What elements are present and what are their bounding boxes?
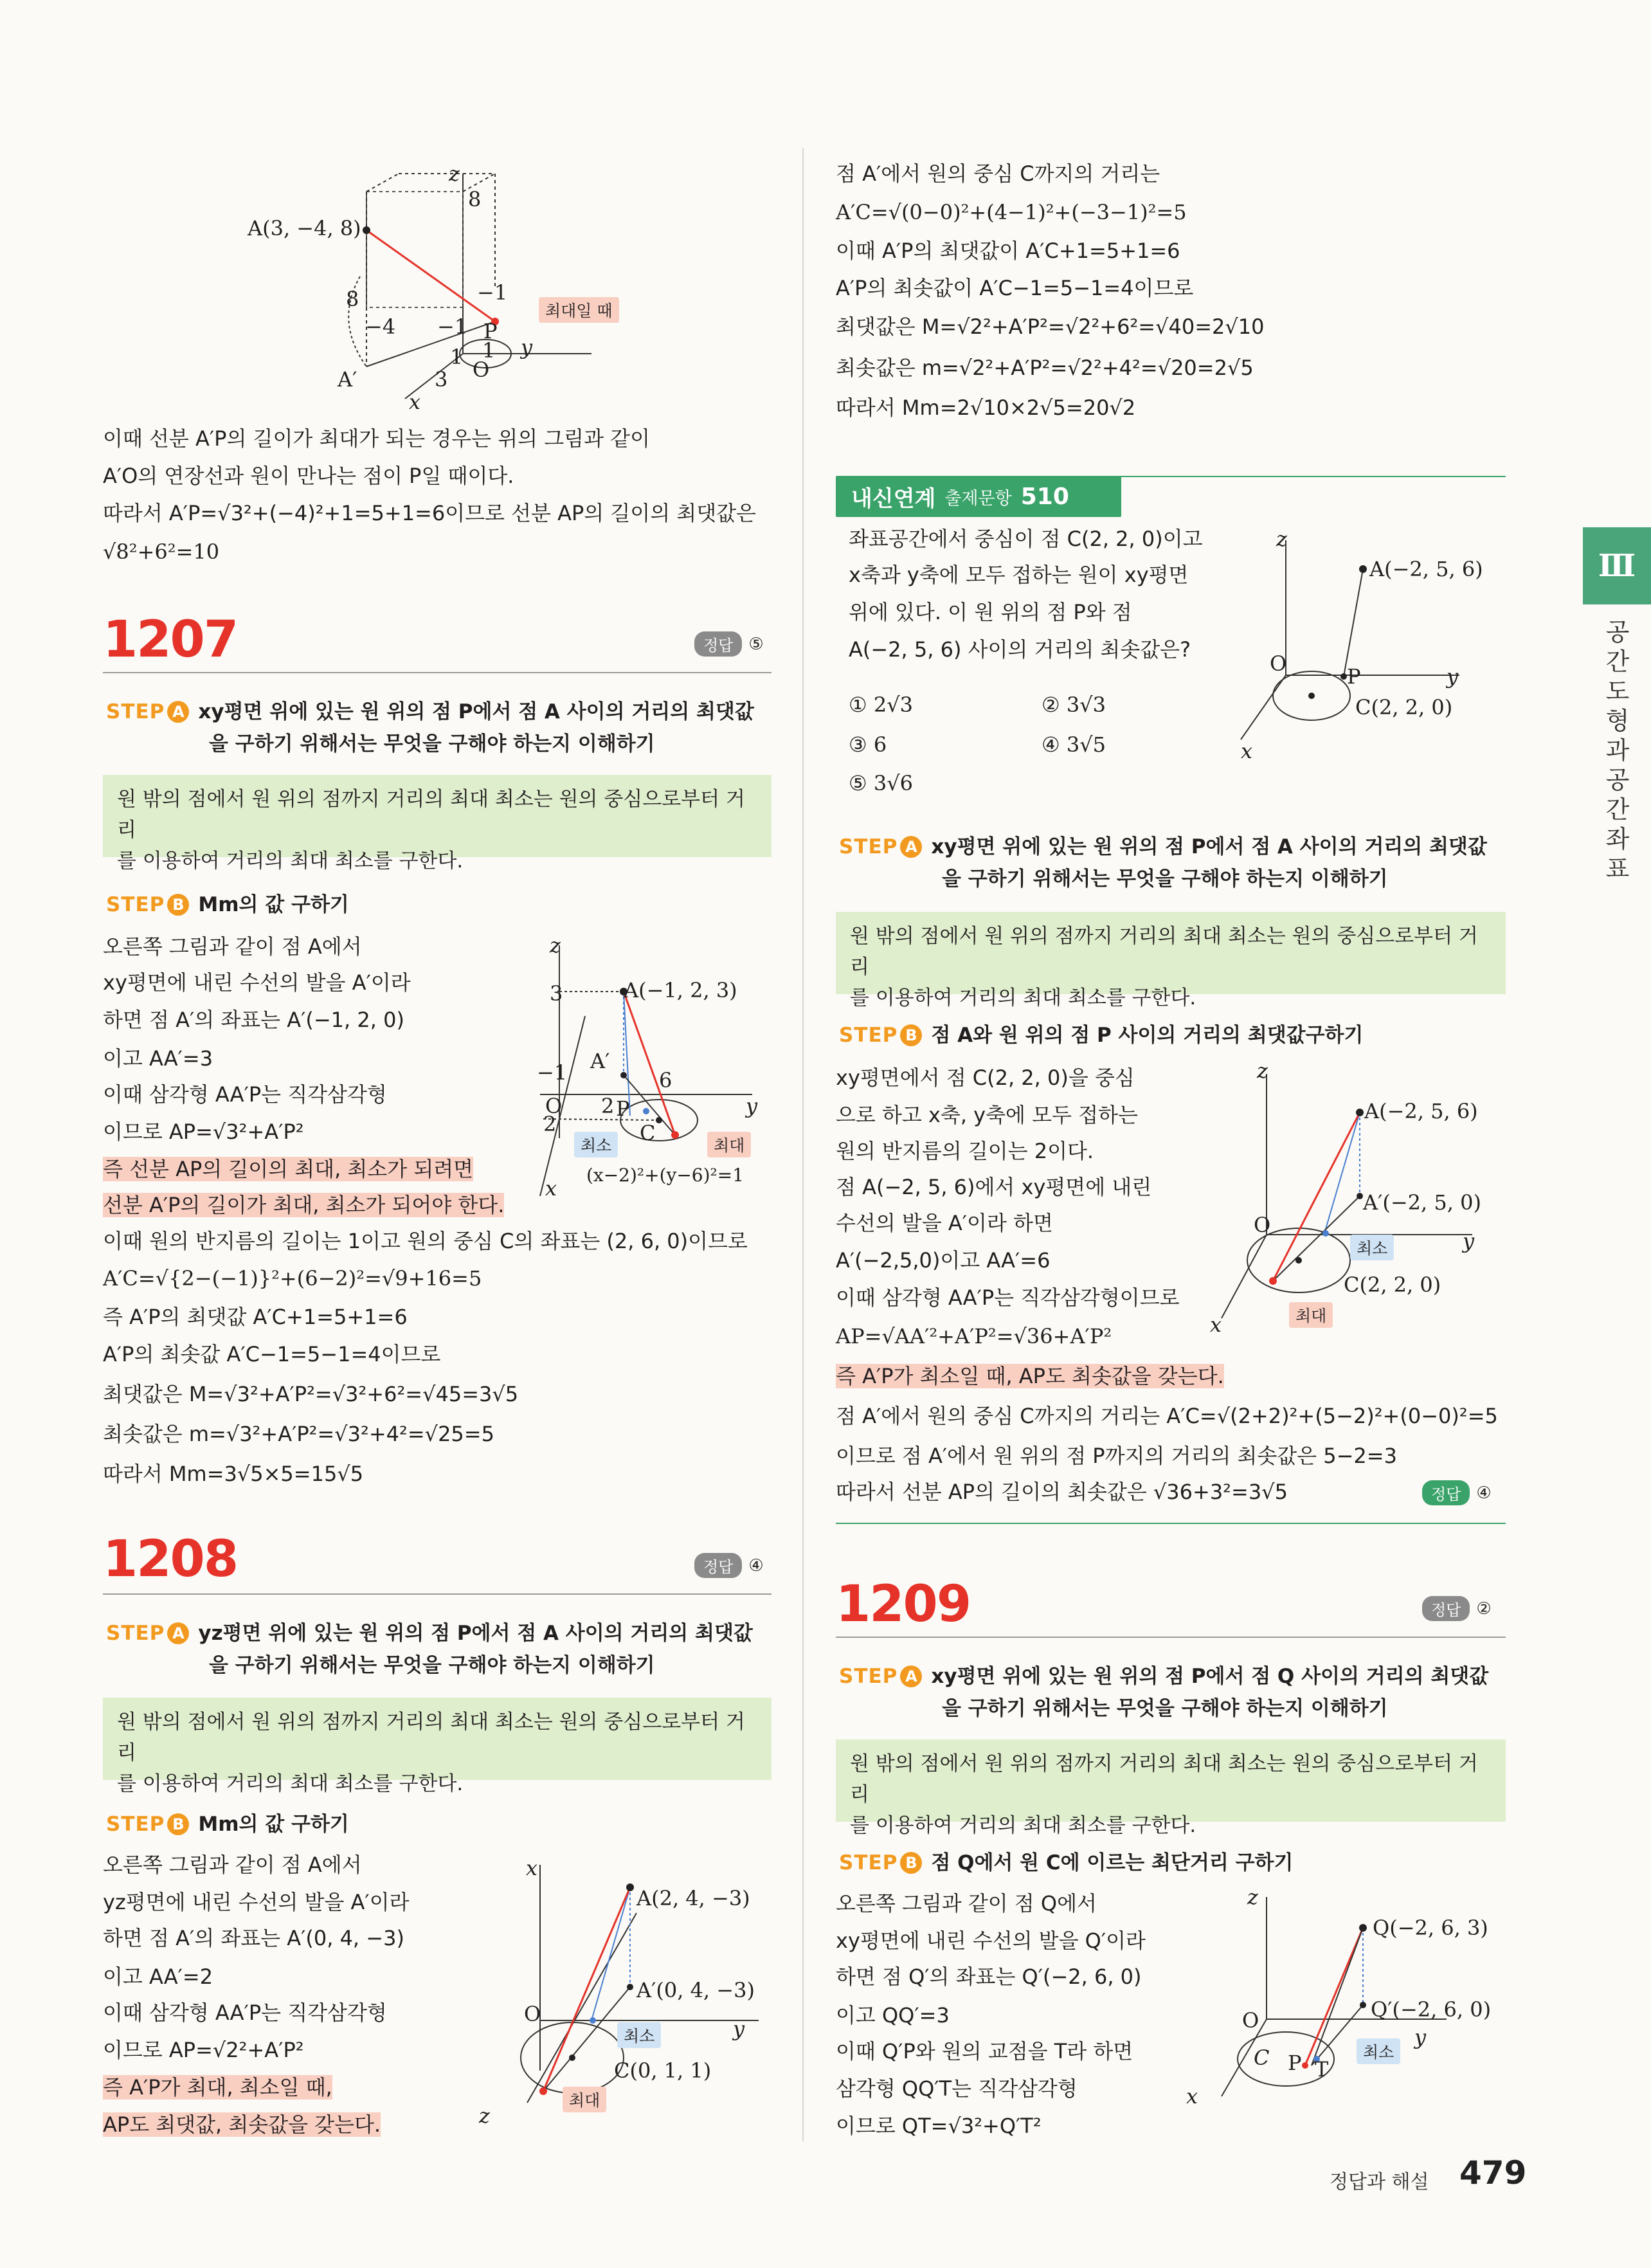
text-line: 따라서 선분 AP의 길이의 최솟값은 √36+3²=3√5	[836, 1480, 1288, 1504]
fig-label: z	[479, 2103, 490, 2128]
fig-label: C(2, 2, 0)	[1355, 695, 1453, 720]
fig-label: A(−2, 5, 6)	[1369, 557, 1483, 581]
step-b-510: STEP B 점 A와 원 위의 점 P 사이의 거리의 최댓값구하기	[839, 1024, 1364, 1047]
fig-label: A(2, 4, −3)	[636, 1886, 750, 1910]
fig-label: 2	[601, 1094, 615, 1118]
highlight-text: 선분 A′P의 길이가 최대, 최소가 되어야 한다.	[103, 1193, 505, 1217]
highlight-text: 즉 선분 AP의 길이의 최대, 최소가 되려면	[103, 1157, 474, 1181]
text-line: xy평면에 내린 수선의 발을 Q′이라	[836, 1928, 1146, 1953]
fig-label: x	[1210, 1312, 1222, 1337]
banner-num: 510	[1020, 483, 1069, 510]
fig-label: y	[746, 1094, 758, 1118]
naesin-banner	[836, 476, 1506, 521]
text-line: 이때 삼각형 AA′P는 직각삼각형	[103, 2000, 387, 2025]
label-min: 최소	[1357, 2038, 1400, 2064]
banner-sub: 출제문항	[944, 488, 1012, 509]
fig-label-8b: 8	[346, 287, 359, 311]
step-b-1209: STEP B 점 Q에서 원 C에 이르는 최단거리 구하기	[839, 1851, 1294, 1874]
text-line: 오른쪽 그림과 같이 점 A에서	[103, 934, 362, 959]
text-line: 따라서 Mm=3√5×5=15√5	[103, 1462, 364, 1486]
step-a-1207-cont: 을 구하기 위해서는 무엇을 구해야 하는지 이해하기	[209, 732, 655, 756]
step-a-1208-cont: 을 구하기 위해서는 무엇을 구해야 하는지 이해하기	[209, 1654, 655, 1677]
text-line: A′(−2,5,0)이고 AA′=6	[836, 1248, 1051, 1273]
fig-label: Q′(−2, 6, 0)	[1371, 1997, 1492, 2022]
fig-label: 6	[659, 1068, 672, 1093]
fig-label: z	[1276, 527, 1287, 551]
fig-label: A′(0, 4, −3)	[636, 1978, 755, 2002]
label-min: 최소	[574, 1132, 618, 1157]
banner-title: 내신연계	[851, 485, 936, 512]
text-line: 즉 A′P의 최댓값 A′C+1=5+1=6	[103, 1305, 408, 1329]
text-line: 이므로 QT=√3²+Q′T²	[836, 2114, 1042, 2138]
text-line: 이고 QQ′=3	[836, 2003, 950, 2028]
fig-label-z: z	[449, 161, 460, 186]
fig-label-m4: −4	[365, 314, 396, 339]
problem-number-1207: 1207	[103, 611, 238, 669]
text-line: A′C=√{2−(−1)}²+(6−2)²=√9+16=5	[103, 1266, 482, 1291]
text-line: A′P의 최솟값이 A′C−1=5−1=4이므로	[836, 276, 1194, 300]
text-line: 이므로 AP=√3²+A′P²	[103, 1120, 304, 1144]
question-line: A(−2, 5, 6) 사이의 거리의 최솟값은?	[849, 637, 1191, 662]
answer-badge-1208	[694, 1553, 764, 1578]
fig-label-1: −1	[477, 280, 508, 305]
text-line: 원의 반지름의 길이는 2이다.	[836, 1139, 1094, 1163]
fig-label: T	[1315, 2057, 1329, 2082]
divider	[836, 1637, 1506, 1638]
tl-line-3: 따라서 A′P=√3²+(−4)²+1=5+1=6이므로 선분 AP의 길이의 최댓값은	[103, 501, 756, 525]
step-b-1208: STEP B Mm의 값 구하기	[106, 1813, 349, 1836]
fig-label: Q(−2, 6, 3)	[1373, 1916, 1488, 1940]
fig-label: O	[1270, 651, 1287, 676]
label-min: 최소	[617, 2022, 661, 2048]
divider	[836, 1523, 1506, 1524]
answer-value: ⑤	[748, 634, 764, 654]
question-line: x축과 y축에 모두 접하는 원이 xy평면	[849, 563, 1189, 587]
fig-label: y	[733, 2017, 745, 2041]
text-line: 점 A′에서 원의 중심 C까지의 거리는 A′C=√(2+2)²+(5−2)²+(0−0)²=5	[836, 1404, 1498, 1428]
fig-label: O	[1242, 2008, 1259, 2033]
fig-label: y	[1414, 2025, 1427, 2049]
callout-max: 최대일 때	[539, 297, 619, 323]
chapter-tab[interactable]: Ⅲ	[1583, 527, 1651, 604]
problem-number-1209: 1209	[836, 1575, 971, 1633]
text-line: 이때 삼각형 AA′P는 직각삼각형이므로	[836, 1285, 1180, 1310]
footer-label: 정답과 해설	[1330, 2171, 1429, 2193]
choice-3[interactable]: ③ 6	[849, 732, 887, 757]
fig-label: z	[1257, 1058, 1268, 1083]
problem-number-1208: 1208	[103, 1530, 238, 1588]
answer-label: 정답	[694, 1553, 742, 1578]
fig-label: y	[1463, 1229, 1475, 1253]
choice-4[interactable]: ④ 3√5	[1042, 732, 1106, 757]
fig-label: A(−1, 2, 3)	[624, 978, 737, 1002]
step-a-510: STEP A xy평면 위에 있는 원 위의 점 P에서 점 A 사이의 거리의 최댓값	[839, 835, 1487, 858]
label-max: 최대	[563, 2087, 606, 2112]
label-max: 최대	[707, 1132, 751, 1157]
answer-value: ④	[748, 1556, 764, 1575]
answer-badge-510	[1422, 1480, 1492, 1505]
highlight-text: 즉 A′P가 최소일 때, AP도 최솟값을 갖는다.	[836, 1364, 1224, 1388]
fig-label: P	[1288, 2051, 1302, 2075]
fig-label: x	[1241, 739, 1253, 763]
fig-label: O	[524, 2002, 541, 2026]
text-line: 삼각형 QQ′T는 직각삼각형	[836, 2076, 1078, 2101]
fig-label: z	[1247, 1885, 1258, 1909]
text-line: xy평면에서 점 C(2, 2, 0)을 중심	[836, 1066, 1135, 1090]
fig-label: 2	[543, 1112, 557, 1136]
choice-2[interactable]: ② 3√3	[1042, 693, 1106, 717]
question-line: 좌표공간에서 중심이 점 C(2, 2, 0)이고	[849, 527, 1203, 551]
answer-value: ②	[1476, 1599, 1492, 1619]
step-a-1208: STEP A yz평면 위에 있는 원 위의 점 P에서 점 A 사이의 거리의 최댓값	[106, 1622, 753, 1645]
fig-label-1b: 1	[482, 338, 496, 363]
fig-label-a: A(3, −4, 8)	[248, 216, 361, 240]
fig-label: z	[550, 933, 561, 957]
hint-box-1209: 원 밖의 점에서 원 위의 점까지 거리의 최대 최소는 원의 중심으로부터 거리 를 이용하여 거리의 최대 최소를 구한다.	[836, 1739, 1506, 1822]
text-line: 따라서 Mm=2√10×2√5=20√2	[836, 395, 1136, 420]
text-line: yz평면에 내린 수선의 발을 A′이라	[103, 1890, 410, 1914]
fig-label-x: x	[409, 390, 421, 414]
text-line: 이때 삼각형 AA′P는 직각삼각형	[103, 1082, 387, 1107]
text-line: 오른쪽 그림과 같이 점 Q에서	[836, 1891, 1097, 1916]
page-number: 479	[1459, 2154, 1527, 2191]
text-line: 하면 점 A′의 좌표는 A′(0, 4, −3)	[103, 1926, 404, 1950]
fig-label: A′(−2, 5, 0)	[1363, 1190, 1481, 1215]
text-line: 최댓값은 M=√2²+A′P²=√2²+6²=√40=2√10	[836, 314, 1265, 339]
fig-label-m1: −1	[437, 314, 468, 339]
step-a-1207: STEP A xy평면 위에 있는 원 위의 점 P에서 점 A 사이의 거리의 최댓값	[106, 700, 754, 723]
fig-label-8: 8	[468, 187, 482, 212]
fig-label: C	[640, 1121, 656, 1145]
tl-line-4: √8²+6²=10	[103, 540, 220, 564]
text-line: 이때 A′P의 최댓값이 A′C+1=5+1=6	[836, 239, 1180, 263]
fig-label: O	[1254, 1213, 1271, 1237]
text-line: A′C=√(0−0)²+(4−1)²+(−3−1)²=5	[836, 200, 1187, 224]
fig-label-3: 3	[435, 367, 448, 392]
question-line: 위에 있다. 이 원 위의 점 P와 점	[849, 600, 1132, 624]
highlight-text: 즉 A′P가 최대, 최소일 때,	[103, 2075, 332, 2100]
fig-label-o: O	[473, 358, 490, 382]
fig-label: A′	[590, 1049, 610, 1073]
fig-label: 3	[550, 981, 563, 1006]
text-line: 오른쪽 그림과 같이 점 A에서	[103, 1853, 362, 1877]
fig-label: x	[545, 1176, 557, 1201]
fig-label-1c: 1	[450, 345, 464, 369]
text-line: 이고 AA′=3	[103, 1046, 213, 1071]
text-line: 하면 점 A′의 좌표는 A′(−1, 2, 0)	[103, 1008, 404, 1032]
text-line: A′P의 최솟값 A′C−1=5−1=4이므로	[103, 1342, 441, 1366]
choice-5[interactable]: ⑤ 3√6	[849, 771, 913, 795]
fig-label-p: P	[483, 319, 498, 343]
fig-label: C	[1254, 2046, 1270, 2070]
text-line: AP=√AA′²+A′P²=√36+A′P²	[836, 1324, 1112, 1348]
fig-label: (x−2)²+(y−6)²=1	[586, 1165, 744, 1186]
answer-label: 정답	[1422, 1596, 1470, 1621]
answer-value: ④	[1476, 1483, 1492, 1503]
text-line: 이때 Q′P와 원의 교점을 T라 하면	[836, 2039, 1133, 2064]
text-line: 점 A(−2, 5, 6)에서 xy평면에 내린	[836, 1175, 1152, 1199]
text-line: 으로 하고 x축, y축에 모두 접하는	[836, 1103, 1138, 1127]
fig-label: y	[1447, 664, 1459, 689]
choice-1[interactable]: ① 2√3	[849, 693, 913, 717]
text-line: 하면 점 Q′의 좌표는 Q′(−2, 6, 0)	[836, 1964, 1142, 1989]
text-line: 이므로 점 A′에서 원 위의 점 P까지의 거리의 최솟값은 5−2=3	[836, 1444, 1397, 1468]
step-a-1209-cont: 을 구하기 위해서는 무엇을 구해야 하는지 이해하기	[942, 1697, 1388, 1720]
answer-badge-1209	[1422, 1596, 1492, 1621]
column-separator	[802, 148, 804, 2141]
answer-label: 정답	[1422, 1480, 1470, 1505]
text-line: xy평면에 내린 수선의 발을 A′이라	[103, 970, 411, 995]
answer-label: 정답	[694, 631, 742, 657]
text-line: 수선의 발을 A′이라 하면	[836, 1211, 1053, 1235]
text-line: 이고 AA′=2	[103, 1964, 213, 1989]
text-line: 이때 원의 반지름의 길이는 1이고 원의 중심 C의 좌표는 (2, 6, 0)이므로	[103, 1229, 748, 1253]
hint-box-1208: 원 밖의 점에서 원 위의 점까지 거리의 최대 최소는 원의 중심으로부터 거리 를 이용하여 거리의 최대 최소를 구한다.	[103, 1698, 771, 1780]
tl-line-1: 이때 선분 A′P의 길이가 최대가 되는 경우는 위의 그림과 같이	[103, 426, 650, 451]
hint-box-1207: 원 밖의 점에서 원 위의 점까지 거리의 최대 최소는 원의 중심으로부터 거리 를 이용하여 거리의 최대 최소를 구한다.	[103, 775, 771, 857]
text-line: 최솟값은 m=√2²+A′P²=√2²+4²=√20=2√5	[836, 356, 1254, 380]
step-b-1207: STEP B Mm의 값 구하기	[106, 893, 349, 916]
divider	[103, 672, 771, 673]
fig-label: P	[1347, 664, 1361, 689]
text-line: 점 A′에서 원의 중심 C까지의 거리는	[836, 161, 1160, 186]
answer-badge-1207	[694, 631, 764, 657]
text-line: 최솟값은 m=√3²+A′P²=√3²+4²=√25=5	[103, 1422, 494, 1446]
step-a-1209: STEP A xy평면 위에 있는 원 위의 점 P에서 점 Q 사이의 거리의 최댓값	[839, 1665, 1489, 1688]
fig-label: O	[545, 1094, 563, 1118]
divider	[103, 1593, 771, 1595]
label-max: 최대	[1289, 1302, 1333, 1328]
fig-label: P	[616, 1096, 630, 1121]
fig-label: C(0, 1, 1)	[614, 2058, 712, 2083]
fig-label: x	[1186, 2084, 1198, 2109]
fig-label: x	[526, 1856, 538, 1880]
fig-label: −1	[537, 1060, 568, 1085]
fig-label-ap: A′	[338, 367, 357, 392]
step-a-510-cont: 을 구하기 위해서는 무엇을 구해야 하는지 이해하기	[942, 867, 1388, 891]
chapter-title: 공간도형과 공간좌표	[1605, 618, 1630, 883]
tl-line-2: A′O의 연장선과 원이 만나는 점이 P일 때이다.	[103, 464, 514, 488]
text-line: 이므로 AP=√2²+A′P²	[103, 2038, 304, 2062]
fig-label-y: y	[521, 335, 533, 359]
hint-box-510: 원 밖의 점에서 원 위의 점까지 거리의 최대 최소는 원의 중심으로부터 거리 를 이용하여 거리의 최대 최소를 구한다.	[836, 912, 1506, 994]
figure-top-left	[231, 161, 617, 405]
fig-label: C(2, 2, 0)	[1344, 1273, 1441, 1297]
highlight-text: AP도 최댓값, 최솟값을 갖는다.	[103, 2112, 381, 2137]
fig-label: A(−2, 5, 6)	[1364, 1099, 1478, 1123]
text-line: 최댓값은 M=√3²+A′P²=√3²+6²=√45=3√5	[103, 1382, 519, 1406]
label-min: 최소	[1350, 1235, 1394, 1260]
